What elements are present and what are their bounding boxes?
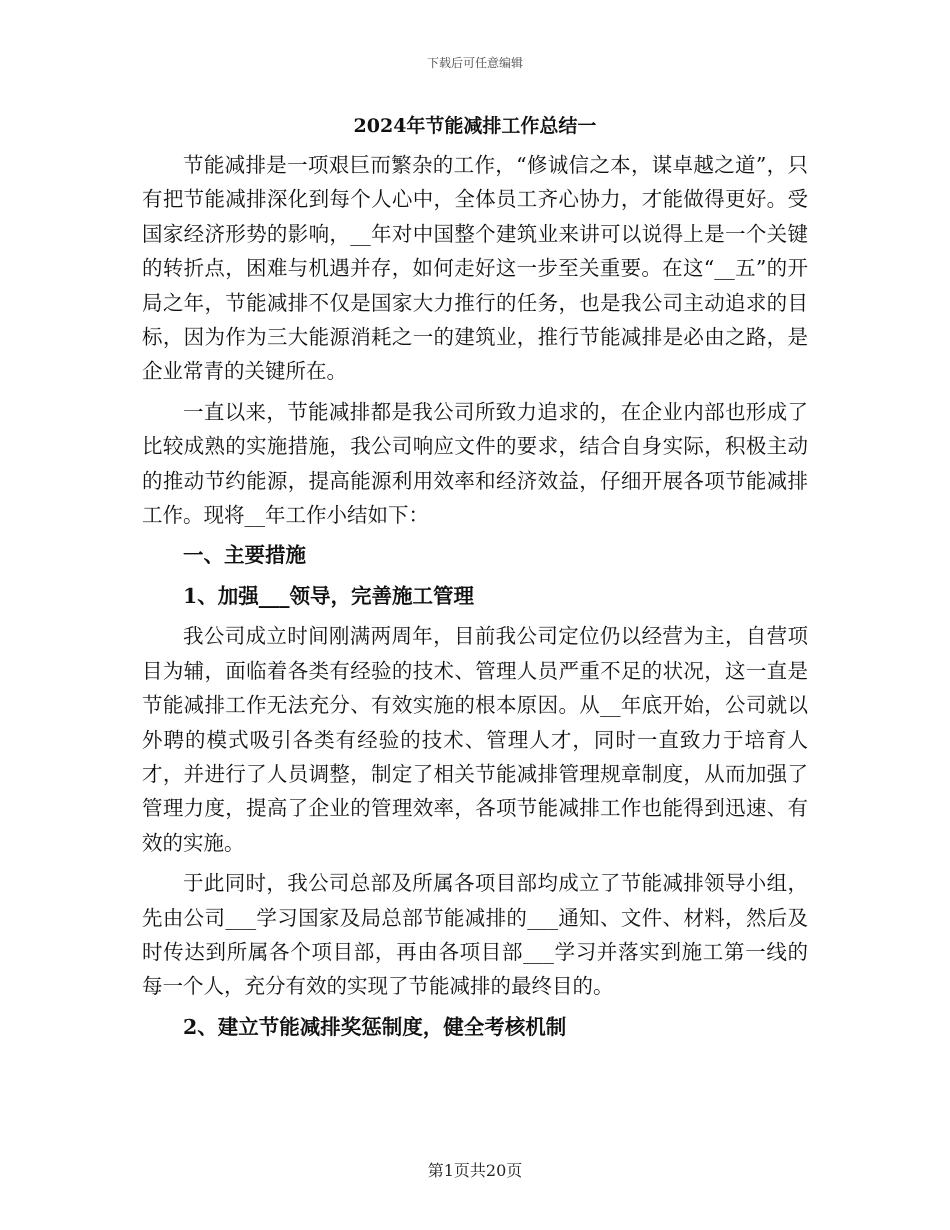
page-header: 下载后可任意编辑 <box>426 56 523 70</box>
subsection-heading-2: 2、建立节能减排奖惩制度，健全考核机制 <box>183 1014 567 1039</box>
document-title: 2024年节能减排工作总结一 <box>353 115 597 137</box>
subsection-1-paragraph-2: 于此同时，我公司总部及所属各项目部均成立了节能减排领导小组，先由公司___学习国家及局总部节能减排的___通知、文件、材料，然后及时传达到所属各个项目部，再由各项目部___学习并落实到施工第一线的每一个人，充分有效的实现了节能减排的最终目的。 <box>142 871 808 999</box>
page-number: 第1页共20页 <box>427 1161 523 1180</box>
subsection-1-paragraph-1: 我公司成立时间刚满两周年，目前我公司定位仍以经营为主，自营项目为辅，面临着各类有经验的技术、管理人员严重不足的状况，这一直是节能减排工作无法充分、有效实施的根本原因。从__年底开始，公司就以外聘的模式吸引各类有经验的技术、管理人才，同时一直致力于培育人才，并进行了人员调整，制定了相关节能减排管理规章制度，从而加强了管理力度，提高了企业的管理效率，各项节能减排工作也能得到迅速、有效的实施。 <box>142 624 808 855</box>
document-body <box>142 114 808 1050</box>
section-heading-main-measures: 一、主要措施 <box>183 543 306 568</box>
subsection-heading-1: 1、加强___领导，完善施工管理 <box>183 583 475 608</box>
intro-paragraph-1: 节能减排是一项艰巨而繁杂的工作，“修诚信之本，谋卓越之道”，只有把节能减排深化到每个人心中，全体员工齐心协力，才能做得更好。受国家经济形势的影响，__年对中国整个建筑业来讲可以说得上是一个关键的转折点，困难与机遇并存，如何走好这一步至关重要。在这“__五”的开局之年，节能减排不仅是国家大力推行的任务，也是我公司主动追求的目标，因为作为三大能源消耗之一的建筑业，推行节能减排是必由之路，是企业常青的关键所在。 <box>142 153 808 384</box>
intro-paragraph-2: 一直以来，节能减排都是我公司所致力追求的，在企业内部也形成了比较成熟的实施措施，我公司响应文件的要求，结合自身实际，积极主动的推动节约能源，提高能源利用效率和经济效益，仔细开展各项节能减排工作。现将__年工作小结如下： <box>142 399 808 528</box>
